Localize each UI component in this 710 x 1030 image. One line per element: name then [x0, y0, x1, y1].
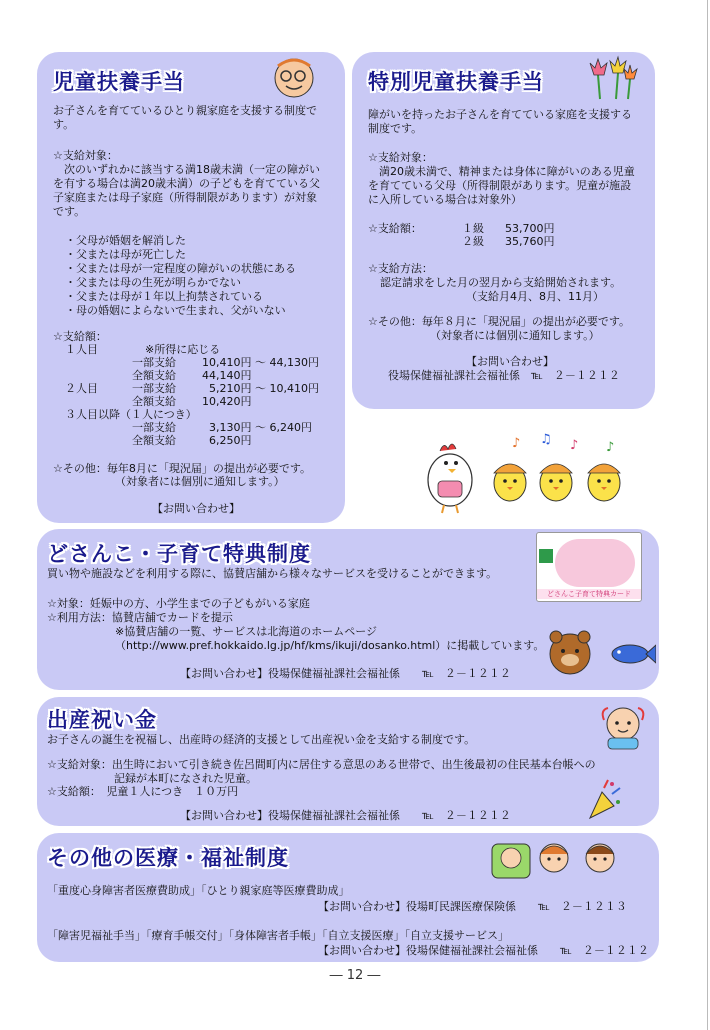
chicken-and-chicks-icon: [410, 425, 650, 515]
contact-line: 役場保健福祉課社会福祉係 ℡ ２－１２１２: [388, 369, 620, 382]
contact-label: 【お問い合わせ】: [152, 502, 240, 515]
text-line: （対象者には個別に通知します。）: [430, 329, 600, 342]
text-line: です。: [53, 205, 86, 218]
party-popper-icon: [584, 778, 624, 820]
text-line: ☆支給方法：: [368, 262, 433, 275]
text-line: （http://www.pref.hokkaido.lg.jp/hf/kms/ikuji/dosanko.html）に掲載しています。: [115, 639, 545, 652]
text-line: を育てている父母（所得制限があります。児童が施設: [368, 179, 632, 192]
contact-label: 【お問い合わせ】: [466, 355, 554, 368]
text-line: ３人目以降（１人につき）: [65, 408, 197, 421]
text-line: 全額支給: [132, 395, 176, 408]
text-line: ☆対象：妊娠中の方、小学生までの子どもがいる家庭: [47, 597, 310, 610]
text-line: 「障害児福祉手当」「療育手帳交付」「身体障害者手帳」「自立支援医療」「自立支援サービス」: [47, 929, 509, 942]
text-line: ☆その他：毎年8月に「現況届」の提出が必要です。: [53, 462, 311, 475]
text-line: （対象者には個別に通知します。）: [115, 475, 285, 488]
text-line: お子さんの誕生を祝福し、出産時の経済的支援として出産祝い金を支給する制度です。: [47, 733, 476, 746]
text-line: ☆支給額：: [53, 330, 107, 343]
text-line: 全額支給: [132, 369, 176, 382]
section-title-sonota: その他の医療・福祉制度: [47, 846, 289, 870]
text-line: 子家庭または母子家庭（所得制限があります）が対象: [53, 191, 317, 204]
text-line: 次のいずれかに該当する満18歳未満（一定の障がい: [53, 163, 320, 176]
text-line: ※協賛店舗の一覧、サービスは北海道のホームページ: [115, 625, 377, 638]
text-line: ☆支給対象：: [368, 151, 433, 164]
section-title-dosanko: どさんこ・子育て特典制度: [47, 542, 311, 566]
text-line: １人目: [65, 343, 98, 356]
list-item: ・父または母が１年以上拘禁されている: [65, 290, 263, 303]
kids-icon: [488, 838, 638, 880]
text-line: に入所している場合は対象外）: [368, 193, 522, 206]
text-line: １級: [462, 222, 484, 235]
contact-line: 【お問い合わせ】役場町民課医療保険係 ℡ ２－１２１３: [318, 900, 627, 913]
amount: 3,130円 ～ 6,240円: [209, 421, 312, 434]
text-line: 障がいを持ったお子さんを育てている家庭を支援する: [368, 108, 632, 121]
list-item: ・父または母が一定程度の障がいの状態にある: [65, 262, 296, 275]
text-line: （支給月4月、8月、11月）: [466, 290, 604, 303]
text-line: を有する場合は満20歳未満）の子どもを育てている父: [53, 177, 320, 190]
section-title-shussan: 出産祝い金: [47, 708, 157, 732]
amount: 5,210円 ～ 10,410円: [209, 382, 319, 395]
list-item: ・父母が婚姻を解消した: [65, 234, 186, 247]
text-line: ☆支給額：: [368, 222, 422, 235]
text-line: ２級: [462, 235, 484, 248]
svg-text:♪: ♪: [512, 436, 521, 451]
text-line: ☆支給額： 児童１人につき １０万円: [47, 785, 239, 798]
text-line: 満20歳未満で、精神または身体に障がいのある児童: [368, 165, 635, 178]
card-label: どさんこ子育て特典カード: [537, 589, 641, 599]
text-line: 制度です。: [368, 122, 423, 135]
text-line: 一部支給: [132, 421, 176, 434]
dosanko-card: [536, 532, 642, 602]
amount: 10,410円 ～ 44,130円: [202, 356, 319, 369]
svg-text:♪: ♪: [606, 440, 615, 455]
card-logo-icon: [539, 549, 553, 563]
text-line: ☆その他：毎年８月に「現況届」の提出が必要です。: [368, 315, 630, 328]
amount: 6,250円: [209, 434, 252, 447]
amount: 53,700円: [505, 222, 555, 235]
baby-icon: [596, 704, 650, 750]
section-title-jido-fuyo: 児童扶養手当: [53, 70, 185, 94]
text-line: ２人目: [65, 382, 98, 395]
text-line: 買い物や施設などを利用する際に、協賛店舗から様々なサービスを受けることができます。: [47, 567, 498, 580]
contact-line: 【お問い合わせ】役場保健福祉課社会福祉係 ℡ ２－１２１２: [180, 809, 511, 822]
amount: 35,760円: [505, 235, 555, 248]
text-line: 認定請求をした月の翌月から支給開始されます。: [380, 276, 622, 289]
amount: 44,140円: [202, 369, 252, 382]
text-line: ☆利用方法：協賛店舗でカードを提示: [47, 611, 233, 624]
text-line: ※所得に応じる: [145, 343, 221, 356]
text-line: 全額支給: [132, 434, 176, 447]
svg-text:♪: ♪: [570, 438, 579, 453]
card-image: [555, 539, 635, 587]
text-line: ☆支給対象：: [53, 149, 118, 162]
list-item: ・父または母の生死が明らかでない: [65, 276, 241, 289]
list-item: ・母の婚姻によらないで生まれ、父がいない: [65, 304, 286, 317]
amount: 10,420円: [202, 395, 252, 408]
text-line: 「重度心身障害者医療費助成」「ひとり親家庭等医療費助成」: [47, 884, 350, 897]
text-line: 記録が本町になされた児童。: [114, 772, 257, 785]
grandpa-face-icon: [268, 52, 320, 102]
list-item: ・父または母が死亡した: [65, 248, 186, 261]
tulip-flowers-icon: [584, 55, 640, 101]
text-line: ☆支給対象：出生時において引き続き佐呂間町内に居住する意思のある世帯で、出生後最初の住民基本台帳への: [47, 758, 596, 771]
page-number: ― 12 ―: [329, 968, 381, 983]
contact-line: 【お問い合わせ】役場保健福祉課社会福祉係 ℡ ２－１２１２: [180, 667, 511, 680]
svg-text:♫: ♫: [540, 432, 552, 447]
text-line: す。: [53, 118, 75, 131]
text-line: お子さんを育てているひとり親家庭を支援する制度で: [53, 104, 317, 117]
section-title-tokubetsu: 特別児童扶養手当: [368, 70, 544, 94]
text-line: 一部支給: [132, 382, 176, 395]
contact-line: 【お問い合わせ】役場保健福祉課社会福祉係 ℡ ２－１２１２: [318, 944, 649, 957]
text-line: 一部支給: [132, 356, 176, 369]
bear-and-fish-icon: [546, 628, 656, 680]
